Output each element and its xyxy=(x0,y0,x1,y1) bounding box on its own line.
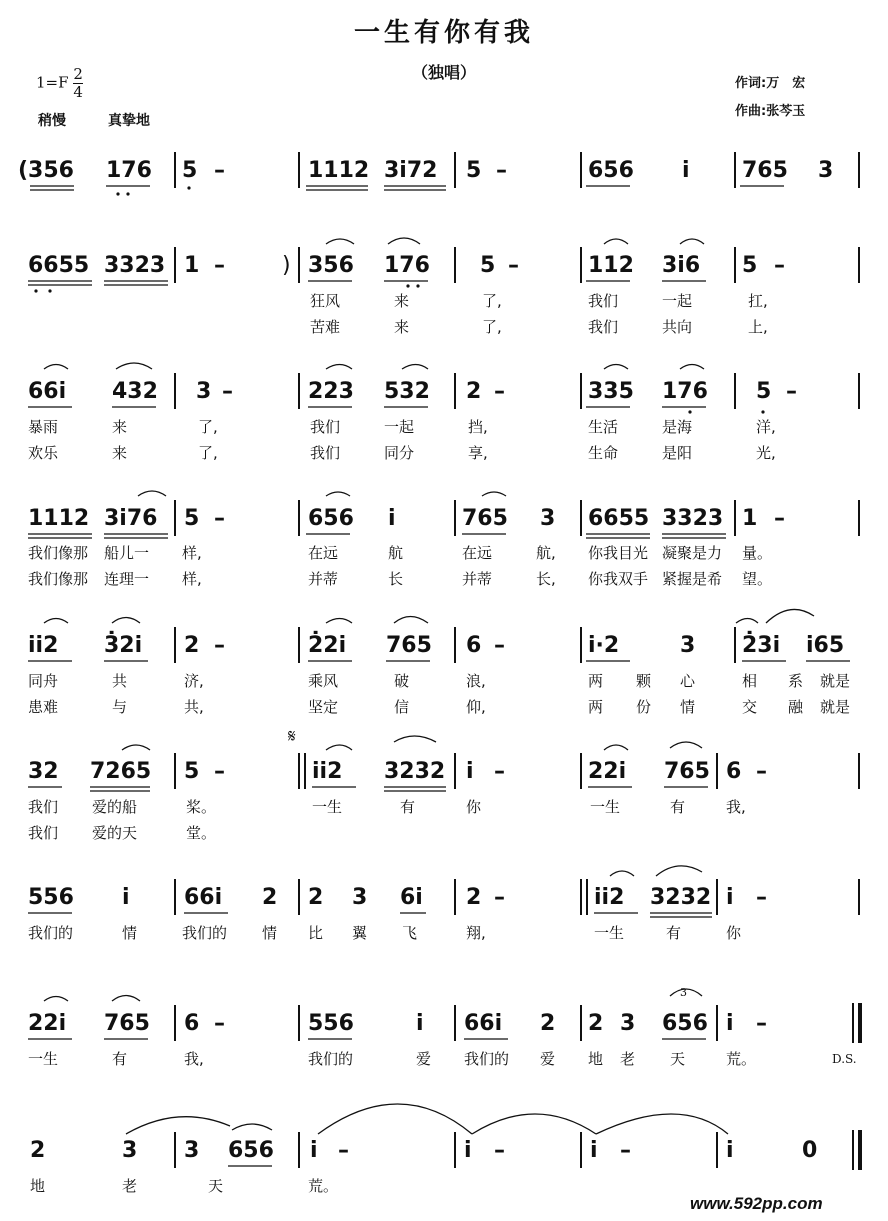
lyric: 爱 xyxy=(540,1050,556,1068)
dash: – xyxy=(494,633,505,658)
lyric: 我们的 xyxy=(308,1050,354,1068)
barline xyxy=(298,627,300,663)
dash: – xyxy=(756,759,767,784)
song-title: 一生有你有我 xyxy=(353,18,534,48)
note-group: 656 xyxy=(308,506,354,531)
note-group: 556 xyxy=(28,885,74,910)
dash: – xyxy=(214,253,225,278)
lyric: 航, xyxy=(536,544,556,562)
barline xyxy=(580,879,582,915)
barline xyxy=(454,152,456,188)
time-sig-bottom: 4 xyxy=(73,83,83,101)
lyric: 我们的 xyxy=(464,1050,510,1068)
lyric: 在远 xyxy=(462,544,493,562)
lyric: 样, xyxy=(182,570,202,588)
note-group: 3 xyxy=(122,1138,138,1163)
note-group: 5 xyxy=(466,158,482,183)
segno-sign: 𝄋 xyxy=(288,726,296,747)
lyric: 情 xyxy=(680,698,696,716)
barline xyxy=(580,627,582,663)
lyric: 我们的 xyxy=(182,924,228,942)
lyric: 患难 xyxy=(28,698,59,716)
lyricist-credit: 作词:万 宏 xyxy=(735,76,806,91)
note-group: 335 xyxy=(588,379,634,404)
final-barline xyxy=(858,1130,862,1170)
lyric: 凝聚是力 xyxy=(662,544,723,562)
barline xyxy=(716,879,718,915)
note-group: i xyxy=(726,1138,734,1163)
note-group: 32 xyxy=(28,759,59,784)
note-group: 3 xyxy=(352,885,368,910)
note-group: 223 xyxy=(308,379,354,404)
barline xyxy=(858,879,860,915)
note-group: 5 xyxy=(184,506,200,531)
barline xyxy=(716,1132,718,1168)
barline xyxy=(174,1132,176,1168)
lyric: 颗 xyxy=(636,672,652,690)
note-group: i xyxy=(590,1138,598,1163)
note-group: 6 xyxy=(184,1011,200,1036)
note-group: 532 xyxy=(384,379,430,404)
barline xyxy=(580,500,582,536)
note-group: 3i72 xyxy=(384,158,438,183)
dash: – xyxy=(786,379,797,404)
note-group: i xyxy=(388,506,396,531)
barline xyxy=(298,373,300,409)
barline xyxy=(174,500,176,536)
note-group: 2 xyxy=(588,1011,604,1036)
note-group: ii2 xyxy=(312,759,343,784)
lyric: 融 xyxy=(788,698,804,716)
lyric: 暴雨 xyxy=(28,418,59,436)
lyric: 了, xyxy=(198,418,218,436)
dash: – xyxy=(494,1138,505,1163)
lyric: 挡, xyxy=(468,418,488,436)
note-group: 3̇2i xyxy=(104,633,143,658)
barline xyxy=(298,500,300,536)
note-group: 3232 xyxy=(384,759,446,784)
lyric: 与 xyxy=(112,698,128,716)
lyric: 信 xyxy=(394,698,410,716)
note-group: 2̇3i xyxy=(742,633,781,658)
lyric: 一生 xyxy=(28,1050,59,1068)
note-group: 432 xyxy=(112,379,158,404)
note-group: i xyxy=(682,158,690,183)
barline xyxy=(454,1005,456,1041)
barline xyxy=(298,879,300,915)
dash: – xyxy=(214,158,225,183)
note-group: 3323 xyxy=(104,253,166,278)
barline xyxy=(454,627,456,663)
note-group: 2 xyxy=(466,885,482,910)
lyric: 并蒂 xyxy=(462,570,493,588)
note-group: 5 xyxy=(184,759,200,784)
note-group: 356 xyxy=(308,253,354,278)
dash: – xyxy=(496,158,507,183)
barline xyxy=(298,247,300,283)
barline xyxy=(734,373,736,409)
note-group: 3 xyxy=(184,1138,200,1163)
dash: – xyxy=(774,253,785,278)
note-group: 3232 xyxy=(650,885,712,910)
note-group: 2̇2i xyxy=(308,633,347,658)
lyric: 破 xyxy=(394,672,410,690)
note-group: 2 xyxy=(466,379,482,404)
lyric: 我们像那 xyxy=(28,570,89,588)
lyric: 有 xyxy=(400,798,416,816)
barline xyxy=(174,152,176,188)
note-group: 1 xyxy=(742,506,758,531)
barline xyxy=(174,879,176,915)
note-group: 5 xyxy=(480,253,496,278)
lyric: 情 xyxy=(262,924,278,942)
barline xyxy=(174,247,176,283)
note-group: i xyxy=(416,1011,424,1036)
note-group: 656 xyxy=(588,158,634,183)
note-group: 176 xyxy=(662,379,708,404)
barline xyxy=(852,1130,854,1170)
barline xyxy=(298,152,300,188)
note-group: 6 xyxy=(466,633,482,658)
lyric: 系 xyxy=(788,672,804,690)
barline xyxy=(580,753,582,789)
lyric: 荒。 xyxy=(726,1050,757,1068)
dash: – xyxy=(222,379,233,404)
dash: – xyxy=(508,253,519,278)
note-group: 2 xyxy=(308,885,324,910)
barline xyxy=(298,753,300,789)
dash: – xyxy=(338,1138,349,1163)
lyric: 爱的天 xyxy=(92,824,138,842)
barline xyxy=(580,373,582,409)
lyric: 老 xyxy=(122,1177,138,1195)
site-watermark: www.592pp.com xyxy=(690,1194,823,1213)
note-group: 6655 xyxy=(588,506,650,531)
dash: – xyxy=(494,885,505,910)
lyric: 一起 xyxy=(662,292,693,310)
lyric: 样, xyxy=(182,544,202,562)
triplet-number: 3 xyxy=(680,986,687,999)
lyric: 天 xyxy=(670,1050,686,1068)
lyric: 我们 xyxy=(588,292,619,310)
lyric: 航 xyxy=(388,544,404,562)
lyric: 比 xyxy=(308,924,324,942)
lyric: 量。 xyxy=(742,544,773,562)
note-group: 66i xyxy=(28,379,67,404)
note-group: 176 xyxy=(384,253,430,278)
final-barline xyxy=(858,1003,862,1043)
lyric: 我们 xyxy=(588,318,619,336)
note-group: 765 xyxy=(742,158,788,183)
lyric: 洋, xyxy=(756,418,776,436)
barline xyxy=(454,1132,456,1168)
barline xyxy=(852,1003,854,1043)
lyric: 翔, xyxy=(466,924,486,942)
note-group: (356 xyxy=(18,158,74,183)
barline xyxy=(174,1005,176,1041)
note-group: 2 xyxy=(184,633,200,658)
lyric: 连理一 xyxy=(104,570,150,588)
lyric: 苦难 xyxy=(310,318,341,336)
lyric: 就是 xyxy=(820,698,851,716)
lyric: 是阳 xyxy=(662,444,693,462)
lyric: 并蒂 xyxy=(308,570,339,588)
lyric: 了, xyxy=(482,292,502,310)
note-group: 5 xyxy=(756,379,772,404)
note-group: 3 xyxy=(680,633,696,658)
lyric: 一生 xyxy=(590,798,621,816)
lyric: 我们的 xyxy=(28,924,74,942)
dash: – xyxy=(214,633,225,658)
barline xyxy=(734,627,736,663)
lyric: 浪, xyxy=(466,672,486,690)
lyric: 堂。 xyxy=(186,824,217,842)
note-group: i65 xyxy=(806,633,845,658)
tempo-marking: 稍慢 xyxy=(38,113,66,129)
lyric: 两 xyxy=(588,672,604,690)
note-group: 2 xyxy=(30,1138,46,1163)
barline xyxy=(858,753,860,789)
note-group: i xyxy=(310,1138,318,1163)
lyric: 来 xyxy=(394,292,410,310)
lyric: 桨。 xyxy=(186,798,217,816)
lyric: 飞 xyxy=(402,924,418,942)
lyric: 坚定 xyxy=(308,698,339,716)
note-group: 556 xyxy=(308,1011,354,1036)
dal-segno-mark: D.S. xyxy=(832,1052,857,1066)
note-group: 2 xyxy=(262,885,278,910)
note-group: 656 xyxy=(662,1011,708,1036)
lyric: 我们 xyxy=(310,418,341,436)
note-group: i xyxy=(466,759,474,784)
note-group: 3i6 xyxy=(662,253,701,278)
barline xyxy=(580,247,582,283)
lyric: 长, xyxy=(536,570,556,588)
lyric: 天 xyxy=(208,1177,224,1195)
time-sig-top: 2 xyxy=(73,65,83,83)
dash: – xyxy=(756,885,767,910)
lyric: 同舟 xyxy=(28,672,59,690)
barline xyxy=(454,753,456,789)
note-group: 66i xyxy=(184,885,223,910)
note-group: 5 xyxy=(742,253,758,278)
dash: – xyxy=(214,506,225,531)
note-group: 656 xyxy=(228,1138,274,1163)
lyric: 来 xyxy=(394,318,410,336)
lyric: 相 xyxy=(742,672,758,690)
note-group: ii2 xyxy=(594,885,625,910)
note-group: 765 xyxy=(104,1011,150,1036)
lyric: 我, xyxy=(184,1050,204,1068)
barline xyxy=(174,373,176,409)
lyric: 情 xyxy=(122,924,138,942)
lyric: 了, xyxy=(482,318,502,336)
lyric: 爱的船 xyxy=(92,798,138,816)
dash: – xyxy=(494,379,505,404)
barline xyxy=(716,1005,718,1041)
barline xyxy=(716,753,718,789)
lyric: 光, xyxy=(756,444,776,462)
barline xyxy=(734,500,736,536)
dash: – xyxy=(774,506,785,531)
barline xyxy=(858,152,860,188)
note-group: i xyxy=(464,1138,472,1163)
note-group: i xyxy=(726,885,734,910)
lyric: 同分 xyxy=(384,444,415,462)
note-group: i·2 xyxy=(588,633,620,658)
lyric: 交 xyxy=(742,698,758,716)
barline xyxy=(858,500,860,536)
paren-close: ) xyxy=(282,253,291,278)
barline xyxy=(454,500,456,536)
note-group: 22i xyxy=(28,1011,67,1036)
note-group: i xyxy=(726,1011,734,1036)
lyric: 地 xyxy=(30,1177,46,1195)
lyric: 你我双手 xyxy=(588,570,649,588)
song-subtitle: （独唱） xyxy=(411,63,476,82)
composer-credit: 作曲:张芩玉 xyxy=(735,104,806,119)
lyric: 共, xyxy=(184,698,204,716)
barline xyxy=(580,152,582,188)
barline xyxy=(586,879,588,915)
note-group: ii2 xyxy=(28,633,59,658)
expression-marking: 真挚地 xyxy=(108,113,150,129)
lyric: 来 xyxy=(112,418,128,436)
note-group: 3i76 xyxy=(104,506,158,531)
lyric: 来 xyxy=(112,444,128,462)
barline xyxy=(454,879,456,915)
lyric: 望。 xyxy=(742,570,773,588)
lyric: 生命 xyxy=(588,444,619,462)
note-group: 66i xyxy=(464,1011,503,1036)
lyric: 心 xyxy=(680,672,696,690)
barline xyxy=(454,373,456,409)
note-group: 3 xyxy=(620,1011,636,1036)
note-group: 765 xyxy=(664,759,710,784)
lyric: 我们像那 xyxy=(28,544,89,562)
note-group: i xyxy=(122,885,130,910)
lyric: 份 xyxy=(636,698,652,716)
lyric: 扛, xyxy=(748,292,768,310)
lyric: 有 xyxy=(666,924,682,942)
barline xyxy=(858,373,860,409)
barline xyxy=(734,247,736,283)
barline xyxy=(454,247,456,283)
barline xyxy=(304,753,306,789)
lyric: 共 xyxy=(112,672,128,690)
note-group: 0 xyxy=(802,1138,818,1163)
barline xyxy=(298,1132,300,1168)
lyric: 一生 xyxy=(312,798,343,816)
time-signature xyxy=(73,66,83,101)
lyric: 在远 xyxy=(308,544,339,562)
note-group: 2 xyxy=(540,1011,556,1036)
note-group: 112 xyxy=(588,253,634,278)
lyric: 享, xyxy=(468,444,488,462)
note-group: 765 xyxy=(386,633,432,658)
barline xyxy=(298,1005,300,1041)
dash: – xyxy=(756,1011,767,1036)
note-group: 22i xyxy=(588,759,627,784)
dash: – xyxy=(214,1011,225,1036)
lyric: 地 xyxy=(588,1050,604,1068)
barline xyxy=(858,247,860,283)
lyric: 船儿一 xyxy=(104,544,150,562)
lyric: 共向 xyxy=(662,318,693,336)
lyric: 爱 xyxy=(416,1050,432,1068)
note-group: 6655 xyxy=(28,253,90,278)
note-group: 3 xyxy=(818,158,834,183)
lyric: 我, xyxy=(726,798,746,816)
key-label: 1=F xyxy=(36,73,69,92)
lyric: 翼 xyxy=(352,924,368,942)
lyric: 有 xyxy=(112,1050,128,1068)
lyric: 老 xyxy=(620,1050,636,1068)
lyric: 紧握是希 xyxy=(662,570,723,588)
lyric: 你我目光 xyxy=(588,544,649,562)
lyric: 就是 xyxy=(820,672,851,690)
lyric: 我们 xyxy=(310,444,341,462)
barline xyxy=(734,152,736,188)
lyric: 你 xyxy=(726,924,742,942)
barline xyxy=(174,753,176,789)
lyric: 有 xyxy=(670,798,686,816)
lyric: 上, xyxy=(748,318,768,336)
lyric: 乘风 xyxy=(308,672,339,690)
note-group: 3323 xyxy=(662,506,724,531)
lyric: 是海 xyxy=(662,418,693,436)
note-group: 6i xyxy=(400,885,423,910)
barline xyxy=(174,627,176,663)
lyric: 生活 xyxy=(588,418,619,436)
note-group: 3 xyxy=(196,379,212,404)
lyric: 了, xyxy=(198,444,218,462)
dash: – xyxy=(494,759,505,784)
note-group: 176 xyxy=(106,158,152,183)
dash: – xyxy=(214,759,225,784)
lyric: 我们 xyxy=(28,798,59,816)
note-group: 1112 xyxy=(308,158,370,183)
dash: – xyxy=(620,1138,631,1163)
key-signature xyxy=(36,66,83,101)
lyric: 荒。 xyxy=(308,1177,339,1195)
note-group: 765 xyxy=(462,506,508,531)
lyric: 欢乐 xyxy=(28,444,59,462)
lyric: 一起 xyxy=(384,418,415,436)
lyric: 一生 xyxy=(594,924,625,942)
lyric: 济, xyxy=(184,672,204,690)
note-group: 7265 xyxy=(90,759,152,784)
lyric: 我们 xyxy=(28,824,59,842)
note-group: 3 xyxy=(540,506,556,531)
lyric: 仰, xyxy=(466,698,486,716)
lyric: 长 xyxy=(388,570,404,588)
note-group: 1 xyxy=(184,253,200,278)
barline xyxy=(580,1132,582,1168)
note-group: 5 xyxy=(182,158,198,183)
lyric: 狂风 xyxy=(310,292,341,310)
note-group: 6 xyxy=(726,759,742,784)
note-group: 1112 xyxy=(28,506,90,531)
lyric: 两 xyxy=(588,698,604,716)
lyric: 你 xyxy=(466,798,482,816)
barline xyxy=(580,1005,582,1041)
